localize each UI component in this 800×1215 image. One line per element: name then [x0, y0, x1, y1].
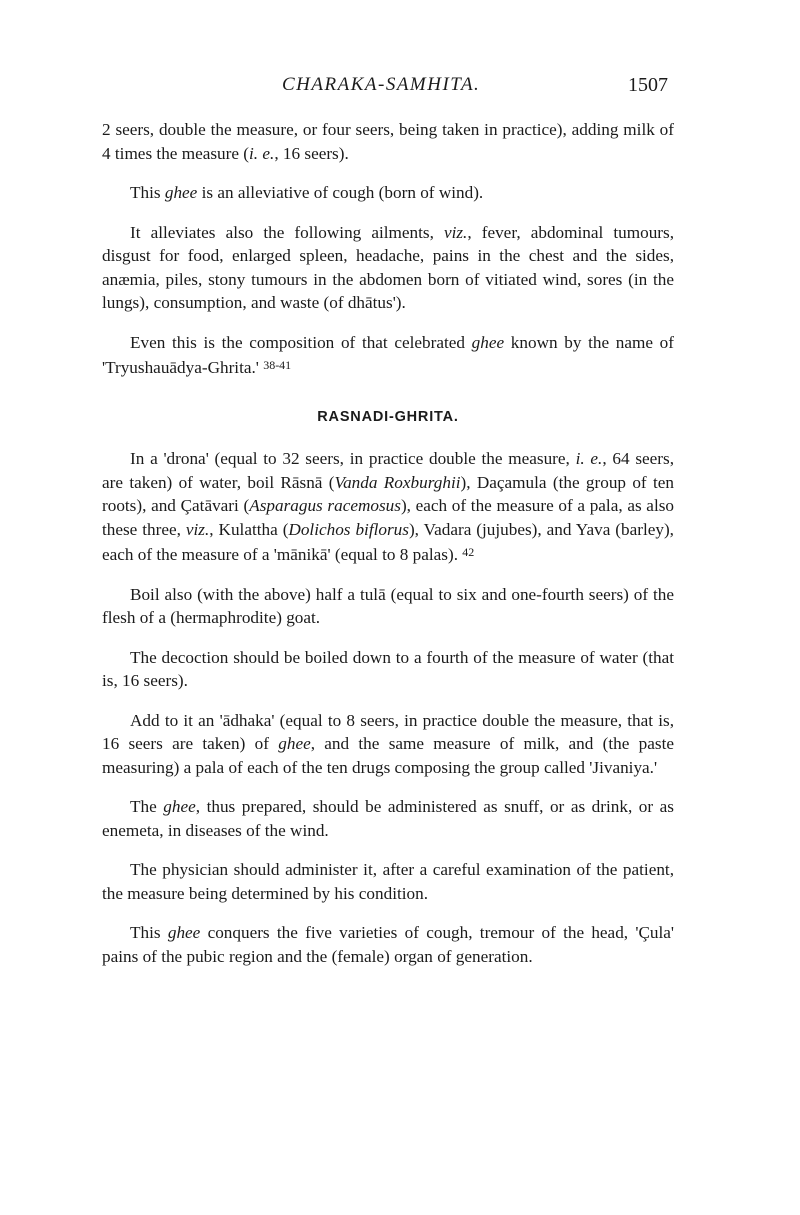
paragraph: [102, 858, 674, 905]
paragraph: [102, 583, 674, 630]
text-run: Add to it an 'ādhaka' (equal to 8 seers, in practice double the measure, that is, 16 seers are taken) of: [102, 710, 674, 753]
italic-term: Dolichos biflorus: [288, 519, 409, 539]
text-run: , 64 seers, are taken) of water, boil Rāsnā (: [102, 449, 675, 492]
text-run: The decoction should be boiled down to a fourth of the measure of water (that is, 16 seers).: [102, 647, 674, 690]
text-run: ), Vadara (jujubes), and Yava (barley), each of the measure of a 'mānikā' (equal to 8 palas).: [102, 519, 674, 564]
text-run: known by the name of 'Tryushauādya-Ghrita.': [102, 332, 674, 377]
text-run: ), each of the measure of a pala, as also these three,: [102, 496, 674, 539]
italic-term: ghee: [471, 332, 505, 352]
text-run: , and the same measure of milk, and (the paste measuring) a pala of each of the ten drugs composing the group called 'Jivaniya.': [102, 734, 674, 777]
body-text: [102, 118, 674, 984]
text-run: Boil also (with the above) half a tulā (equal to six and one-fourth seers) of the flesh of a (hermaphrodite) goat.: [102, 584, 674, 627]
text-run: In a 'drona' (equal to 32 seers, in practice double the measure,: [130, 449, 576, 468]
paragraph: [102, 221, 674, 315]
italic-term: ghee: [164, 183, 198, 202]
text-run: RASNADI-GHRITA.: [317, 408, 459, 425]
text-run: This: [130, 183, 165, 202]
text-run: conquers the five varieties of cough, tremour of the head, 'Çula' pains of the pubic region and the (female) organ of generation.: [102, 923, 675, 966]
text-run: This: [130, 923, 168, 942]
italic-term: i. e.: [575, 449, 603, 468]
italic-term: ghee: [163, 797, 196, 816]
italic-term: viz.: [185, 519, 210, 539]
italic-term: i. e.: [249, 143, 275, 163]
italic-term: Vanda Roxburghii: [334, 472, 461, 492]
section-heading: [102, 406, 674, 430]
italic-term: ghee: [167, 923, 201, 942]
text-run: Even this is the composition of that celebrated: [130, 332, 472, 352]
running-head: [0, 74, 800, 104]
paragraph: [102, 331, 674, 380]
text-run: 2 seers, double the measure, or four seers, being taken in practice), adding milk of 4 times the measure (: [102, 120, 674, 163]
paragraph: [102, 795, 674, 842]
paragraph: [102, 181, 674, 205]
italic-term: Asparagus racemosus: [249, 496, 401, 515]
verse-number: 38-41: [263, 358, 292, 372]
paragraph: [102, 921, 674, 968]
text-run: It alleviates also the following ailments,: [130, 222, 444, 242]
running-title: CHARAKA-SAMHITA.: [282, 74, 481, 95]
italic-term: viz.: [443, 222, 468, 242]
text-run: The: [130, 797, 164, 816]
paragraph: [102, 646, 674, 693]
paragraph: [102, 709, 674, 780]
paragraph: [102, 118, 674, 165]
verse-number: 42: [462, 545, 475, 559]
text-run: , fever, abdominal tumours, disgust for food, enlarged spleen, headache, pains in the chest and the sides, anæmia, piles, stony tumours in the abdomen born of vitiated wind, sores (in the lungs), consumption, and waste (of dhātus').: [102, 222, 675, 312]
text-run: , Kulattha (: [209, 519, 289, 539]
text-run: ), Daçamula (the group of ten roots), and Çatāvari (: [102, 472, 674, 515]
paragraph: [102, 447, 674, 567]
text-run: The physician should administer it, after a careful examination of the patient, the measure being determined by his condition.: [102, 860, 674, 903]
text-run: , thus prepared, should be administered as snuff, or as drink, or as enemeta, in diseases of the wind.: [102, 797, 674, 840]
page-number: 1507: [628, 74, 668, 96]
text-run: is an alleviative of cough (born of wind).: [197, 183, 484, 202]
italic-term: ghee: [278, 734, 311, 753]
text-run: , 16 seers).: [274, 143, 349, 163]
